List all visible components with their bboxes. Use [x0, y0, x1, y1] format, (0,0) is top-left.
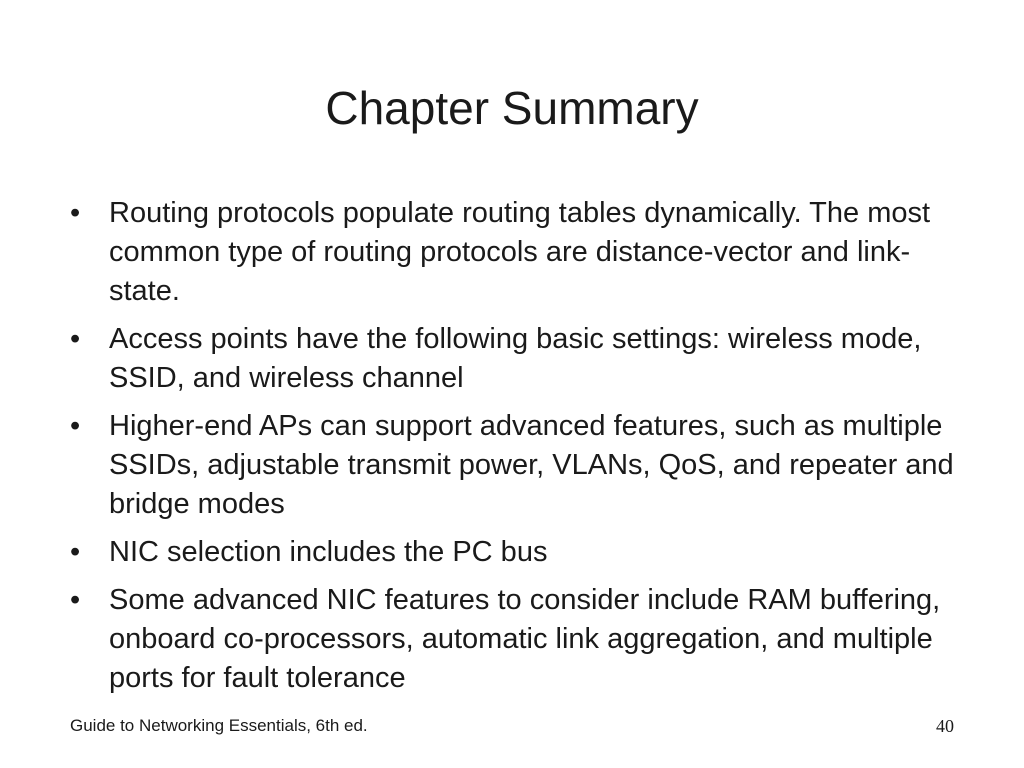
slide-title: Chapter Summary [325, 82, 699, 134]
bullet-item [64, 320, 964, 398]
bullet-icon: • [70, 410, 81, 442]
bullet-icon: • [70, 323, 81, 355]
bullet-text: Routing protocols populate routing tables dynamically. The most common type of routing protocols are distance-vector and link-state. [109, 197, 931, 307]
bullet-item [64, 407, 964, 524]
bullet-text: Access points have the following basic settings: wireless mode, SSID, and wireless channel [109, 323, 922, 394]
bullet-icon: • [70, 536, 81, 568]
bullet-text: Some advanced NIC features to consider include RAM buffering, onboard co-processors, automatic link aggregation, and multiple ports for fault tolerance [109, 584, 941, 694]
bullet-item [64, 581, 964, 698]
bullet-text: NIC selection includes the PC bus [109, 536, 548, 568]
bullet-icon: • [70, 584, 81, 616]
bullet-item [64, 194, 964, 311]
footer-text: Guide to Networking Essentials, 6th ed. [70, 716, 368, 735]
bullet-text: Higher-end APs can support advanced features, such as multiple SSIDs, adjustable transmit power, VLANs, QoS, and repeater and bridge modes [109, 410, 954, 520]
bullet-item [64, 533, 964, 572]
bullet-icon: • [70, 197, 81, 229]
page-number: 40 [936, 716, 954, 736]
bullet-list [64, 194, 964, 707]
